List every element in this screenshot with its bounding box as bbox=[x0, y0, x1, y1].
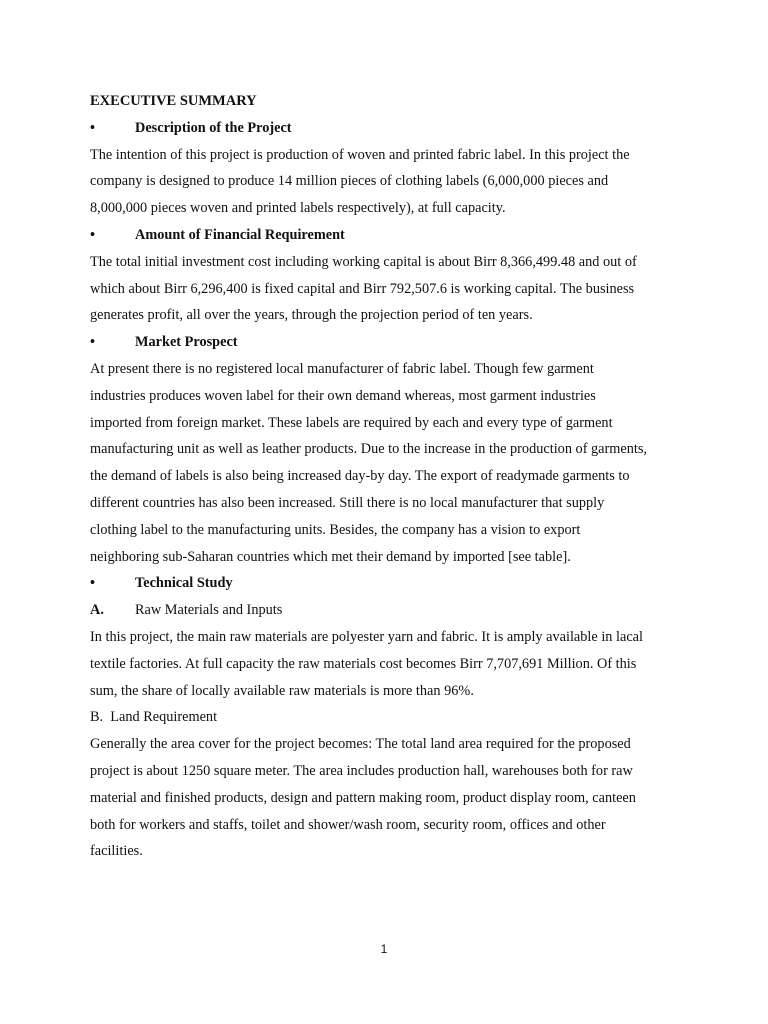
text-line: At present there is no registered local manufacturer of fabric label. Though few garment bbox=[90, 360, 594, 377]
paragraph-description bbox=[90, 142, 680, 222]
bullet-icon: • bbox=[90, 334, 96, 351]
text-line: The total initial investment cost including working capital is about Birr 8,366,499.48 and out of bbox=[90, 253, 637, 270]
text-line: The intention of this project is production of woven and printed fabric label. In this project the bbox=[90, 146, 630, 163]
text-line: facilities. bbox=[90, 843, 143, 860]
section-heading-technical bbox=[90, 570, 680, 597]
text-line: material and finished products, design and pattern making room, product display room, canteen bbox=[90, 789, 636, 806]
section-heading-financial bbox=[90, 222, 680, 249]
text-line: generates profit, all over the years, through the projection period of ten years. bbox=[90, 307, 533, 324]
subsection-heading-land: B. Land Requirement bbox=[90, 709, 218, 726]
text-line: In this project, the main raw materials are polyester yarn and fabric. It is amply available in lacal bbox=[90, 628, 643, 645]
subsection-letter: A. bbox=[90, 602, 104, 619]
text-line: which about Birr 6,296,400 is fixed capital and Birr 792,507.6 is working capital. The business bbox=[90, 280, 635, 297]
text-line: 8,000,000 pieces woven and printed labels respectively), at full capacity. bbox=[90, 200, 506, 217]
bullet-icon: • bbox=[90, 575, 96, 592]
text-line: industries produces woven label for their own demand whereas, most garment industries bbox=[90, 387, 596, 404]
section-heading-label: Market Prospect bbox=[135, 334, 238, 351]
text-line: both for workers and staffs, toilet and shower/wash room, security room, offices and other bbox=[90, 816, 606, 833]
text-line: imported from foreign market. These labels are required by each and every type of garment bbox=[90, 414, 613, 431]
text-line: manufacturing unit as well as leather products. Due to the increase in the production of garments, bbox=[90, 441, 648, 458]
text-line: textile factories. At full capacity the raw materials cost becomes Birr 7,707,691 Million. Of this bbox=[90, 655, 637, 672]
paragraph-land bbox=[90, 731, 680, 865]
text-line: different countries has also been increased. Still there is no local manufacturer that supply bbox=[90, 494, 605, 511]
page-number: 1 bbox=[380, 942, 388, 956]
text-line: Generally the area cover for the project becomes: The total land area required for the proposed bbox=[90, 736, 631, 753]
page-title: EXECUTIVE SUMMARY bbox=[90, 93, 257, 109]
text-line: company is designed to produce 14 million pieces of clothing labels (6,000,000 pieces and bbox=[90, 173, 609, 190]
section-heading-label: Technical Study bbox=[135, 575, 233, 592]
section-heading-label: Description of the Project bbox=[135, 119, 292, 136]
document-content bbox=[90, 88, 680, 865]
subsection-heading-label: Raw Materials and Inputs bbox=[135, 602, 283, 619]
paragraph-raw-materials bbox=[90, 624, 680, 704]
section-heading-label: Amount of Financial Requirement bbox=[135, 226, 345, 243]
text-line: clothing label to the manufacturing units. Besides, the company has a vision to export bbox=[90, 521, 581, 538]
bullet-icon: • bbox=[90, 119, 96, 136]
section-heading-description bbox=[90, 115, 680, 142]
subsection-heading-raw-materials bbox=[90, 597, 680, 624]
paragraph-financial bbox=[90, 249, 680, 329]
bullet-icon: • bbox=[90, 226, 96, 243]
text-line: sum, the share of locally available raw materials is more than 96%. bbox=[90, 682, 474, 699]
section-heading-market bbox=[90, 329, 680, 356]
text-line: neighboring sub-Saharan countries which met their demand by imported [see table]. bbox=[90, 548, 571, 565]
text-line: project is about 1250 square meter. The area includes production hall, warehouses both for raw bbox=[90, 762, 633, 779]
text-line: the demand of labels is also being increased day-by day. The export of readymade garments to bbox=[90, 468, 630, 485]
paragraph-market bbox=[90, 356, 680, 570]
